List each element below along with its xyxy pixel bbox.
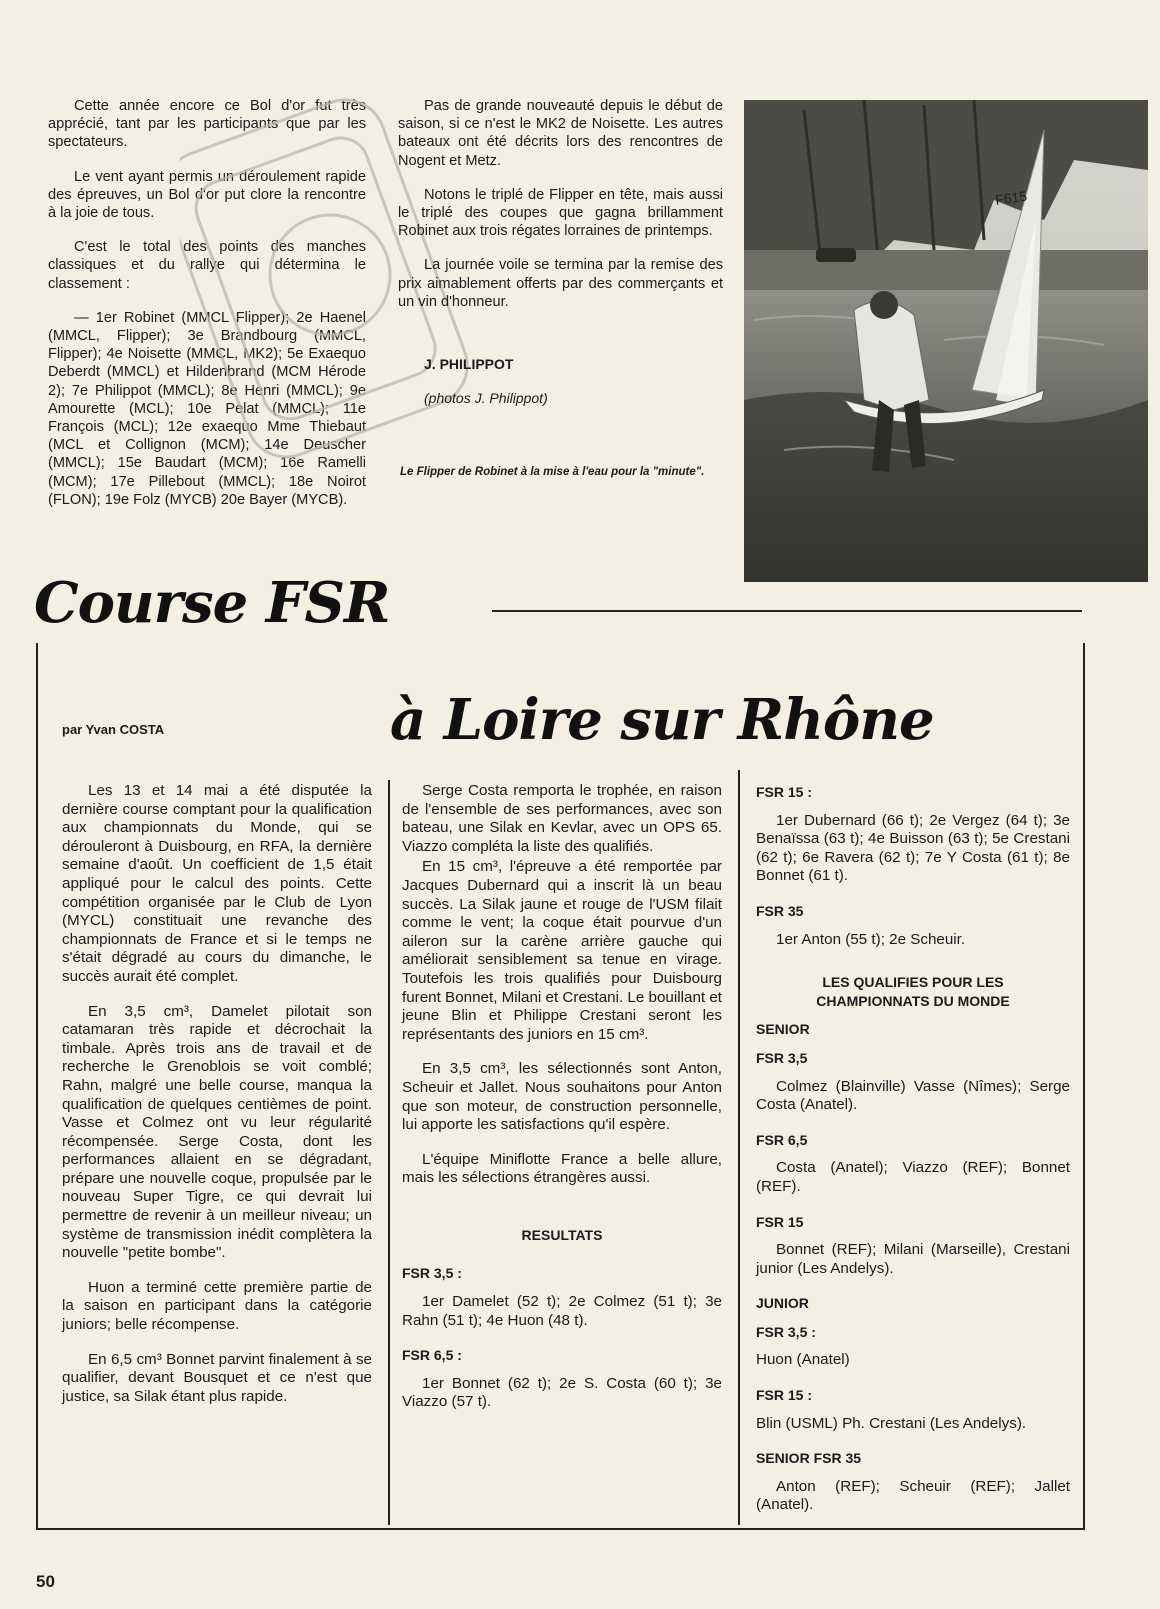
paragraph: En 6,5 cm³ Bonnet parvint finalement à se qualifier, devant Bousquet et ce n'est que justice, sa Silak étant plus rapide.	[62, 1350, 372, 1405]
byline: par Yvan COSTA	[62, 722, 165, 737]
qualif-text: Costa (Anatel); Viazzo (REF); Bonnet (REF).	[756, 1159, 1070, 1195]
result-heading: FSR 3,5 :	[402, 1265, 462, 1282]
result-heading: FSR 6,5 :	[402, 1347, 462, 1364]
column-rule	[738, 770, 740, 1525]
article-column-2	[402, 782, 722, 1428]
paragraph: Pas de grande nouveauté depuis le début de saison, si ce n'est le MK2 de Noisette. Les autres bateaux ont été décrits lors des rencontres de Nogent et Metz.	[398, 98, 723, 169]
junior-label: JUNIOR	[756, 1295, 809, 1312]
paragraph: En 15 cm³, l'épreuve a été remportée par Jacques Dubernard qui a inscrit là un beau succès. La Silak jaune et rouge de l'USM filait comme le vent; la coque était pourvue d'un aileron sur la carène arrière gauche qui améliorait sensiblement sa tenue en virage. Toutefois les trois qualifiés pour Duisbourg furent Bonnet, Milani et Crestani. Le bouillant et jeune Blin et Philippe Crestani seront les représentants des juniors en 15 cm³.	[402, 858, 722, 1043]
column-rule	[388, 780, 390, 1525]
paragraph: Le vent ayant permis un déroulement rapide des épreuves, un Bol d'or put clore la rencontre à la joie de tous.	[48, 168, 366, 222]
result-text: 1er Damelet (52 t); 2e Colmez (51 t); 3e Rahn (51 t); 4e Huon (48 t).	[402, 1293, 722, 1329]
article-title-line-2: à Loire sur Rhône	[390, 687, 934, 753]
frame-rule	[492, 610, 1082, 612]
result-text: 1er Dubernard (66 t); 2e Vergez (64 t); 3e Benaïssa (63 t); 4e Buisson (63 t); 5e Crestani (62 t); 6e Ravera (62 t); 7e Y Costa (61 t); 8e Bonnet (61 t).	[756, 811, 1070, 885]
senior-label: SENIOR	[756, 1021, 810, 1038]
sail-number: F615	[994, 187, 1029, 208]
qualif-heading: FSR 6,5	[756, 1131, 808, 1148]
qualif-text: Colmez (Blainville) Vasse (Nîmes); Serge Costa (Anatel).	[756, 1077, 1070, 1114]
qualif-text: Bonnet (REF); Milani (Marseille), Crestani junior (Les Andelys).	[756, 1241, 1070, 1277]
qualif-text: Anton (REF); Scheuir (REF); Jallet (Anatel).	[756, 1477, 1070, 1514]
paragraph: En 3,5 cm³, les sélectionnés sont Anton, Scheuir et Jallet. Nous souhaitons pour Anton que son moteur, de construction personnelle, lui apporte les satisfactions qu'il espère.	[402, 1060, 722, 1134]
qualif-title: LES QUALIFIES POUR LES CHAMPIONNATS DU MONDE	[816, 974, 1010, 1009]
article-column-1	[62, 782, 372, 1422]
paragraph: Serge Costa remporta le trophée, en raison de l'ensemble de ses performances, avec son bateau, une Silak en Kevlar, avec un OPS 65. Viazzo compléta la liste des qualifiés.	[402, 782, 722, 855]
photo-sailboat	[744, 100, 1148, 582]
results-title: RESULTATS	[521, 1226, 603, 1243]
qualif-text: Huon (Anatel)	[756, 1351, 850, 1369]
paragraph: C'est le total des points des manches classiques et du rallye qui détermina le classement :	[48, 239, 366, 292]
photo-caption: Le Flipper de Robinet à la mise à l'eau pour la "minute".	[400, 466, 705, 478]
qualif-text: Blin (USML) Ph. Crestani (Les Andelys).	[756, 1414, 1027, 1432]
paragraph: Cette année encore ce Bol d'or fut très apprécié, tant par les participants que par les spectateurs.	[48, 98, 366, 151]
qualif-heading: FSR 15	[756, 1213, 804, 1230]
article-column-3	[756, 783, 1070, 1531]
qualif-heading: FSR 3,5	[756, 1049, 808, 1066]
qualif-heading: FSR 3,5 :	[756, 1323, 816, 1340]
result-heading: FSR 15 :	[756, 784, 813, 800]
top-column-2	[398, 97, 723, 423]
paragraph: La journée voile se termina par la remise des prix aimablement offerts par des commerçants et un vin d'honneur.	[398, 257, 723, 310]
paragraph: Huon a terminé cette première partie de la saison en participant dans la catégorie juniors; belle récompense.	[62, 1278, 372, 1334]
paragraph: L'équipe Miniflotte France a belle allure, mais les sélections étrangères aussi.	[402, 1150, 722, 1187]
paragraph: Notons le triplé de Flipper en tête, mais aussi le triplé des coupes que gagna brillamment Robinet aux trois régates lorraines de printemps.	[398, 186, 723, 240]
result-text: 1er Anton (55 t); 2e Scheuir.	[776, 930, 966, 948]
result-heading: FSR 35	[756, 902, 804, 919]
article-title-line-1: Course FSR	[34, 570, 390, 636]
ranking-paragraph: — 1er Robinet (MMCL Flipper); 2e Haenel (MMCL, Flipper); 3e Brandbourg (MMCL, Flipper); 4e Noisette (MMCL, MK2); 5e Exaequo Deberdt (MMCL) et Hildenbrand (MCM Hérode 2); 7e Philippot (MMCL); 8e Henri (MMCL); 9e Amourette (MCL); 10e Pelat (MMCL); 11e François (MCL); 12e exaequo Mme Thiebaut (MCL et Collignon (MCM); 14e Deuscher (MMCL); 15e Baudart (MCM); 16e Ramelli (MCM); 17e Pillebout (MMCL); 18e Noirot (FLON); 19e Folz (MYCB) 20e Bayer (MYCB).	[48, 309, 366, 508]
paragraph: En 3,5 cm³, Damelet pilotait son catamaran très rapide et décrochait la timbale. Après trois ans de travail et de recherche le Grenoblois se voit comblé; Rahn, malgré une belle course, manqua la qualification de quelques centièmes de point. Vasse et Colmez ont vu leur régularité récompensée. Serge Costa, dont les performances allaient en se dégradant, prépare une nouvelle coque, propulsée par le nouveau Super Tigre, ce qui devrait lui permettre de revenir à un meilleur niveau; un système de transmission inédit complètera la nouvelle "petite bombe".	[62, 1002, 372, 1262]
result-text: 1er Bonnet (62 t); 2e S. Costa (60 t); 3e Viazzo (57 t).	[402, 1374, 722, 1411]
photo-credit: (photos J. Philippot)	[424, 390, 548, 407]
author-signature: J. PHILIPPOT	[424, 356, 514, 373]
paragraph: Les 13 et 14 mai a été disputée la dernière course comptant pour la qualification aux championnats du Monde, qui se dérouleront à Duisbourg, en RFA, la dernière semaine d'août. Un coefficient de 1,5 était appliqué pour le calcul des points. Cette compétition organisée par le Club de Lyon (MYCL) constituait une revanche des championnats de France et si le temps ne s'était dégradé au cours du dimanche, le succès aurait été complet.	[62, 782, 372, 985]
qualif-heading: FSR 15 :	[756, 1387, 813, 1404]
page-number: 50	[36, 1572, 55, 1591]
qualif-heading: SENIOR FSR 35	[756, 1450, 862, 1467]
